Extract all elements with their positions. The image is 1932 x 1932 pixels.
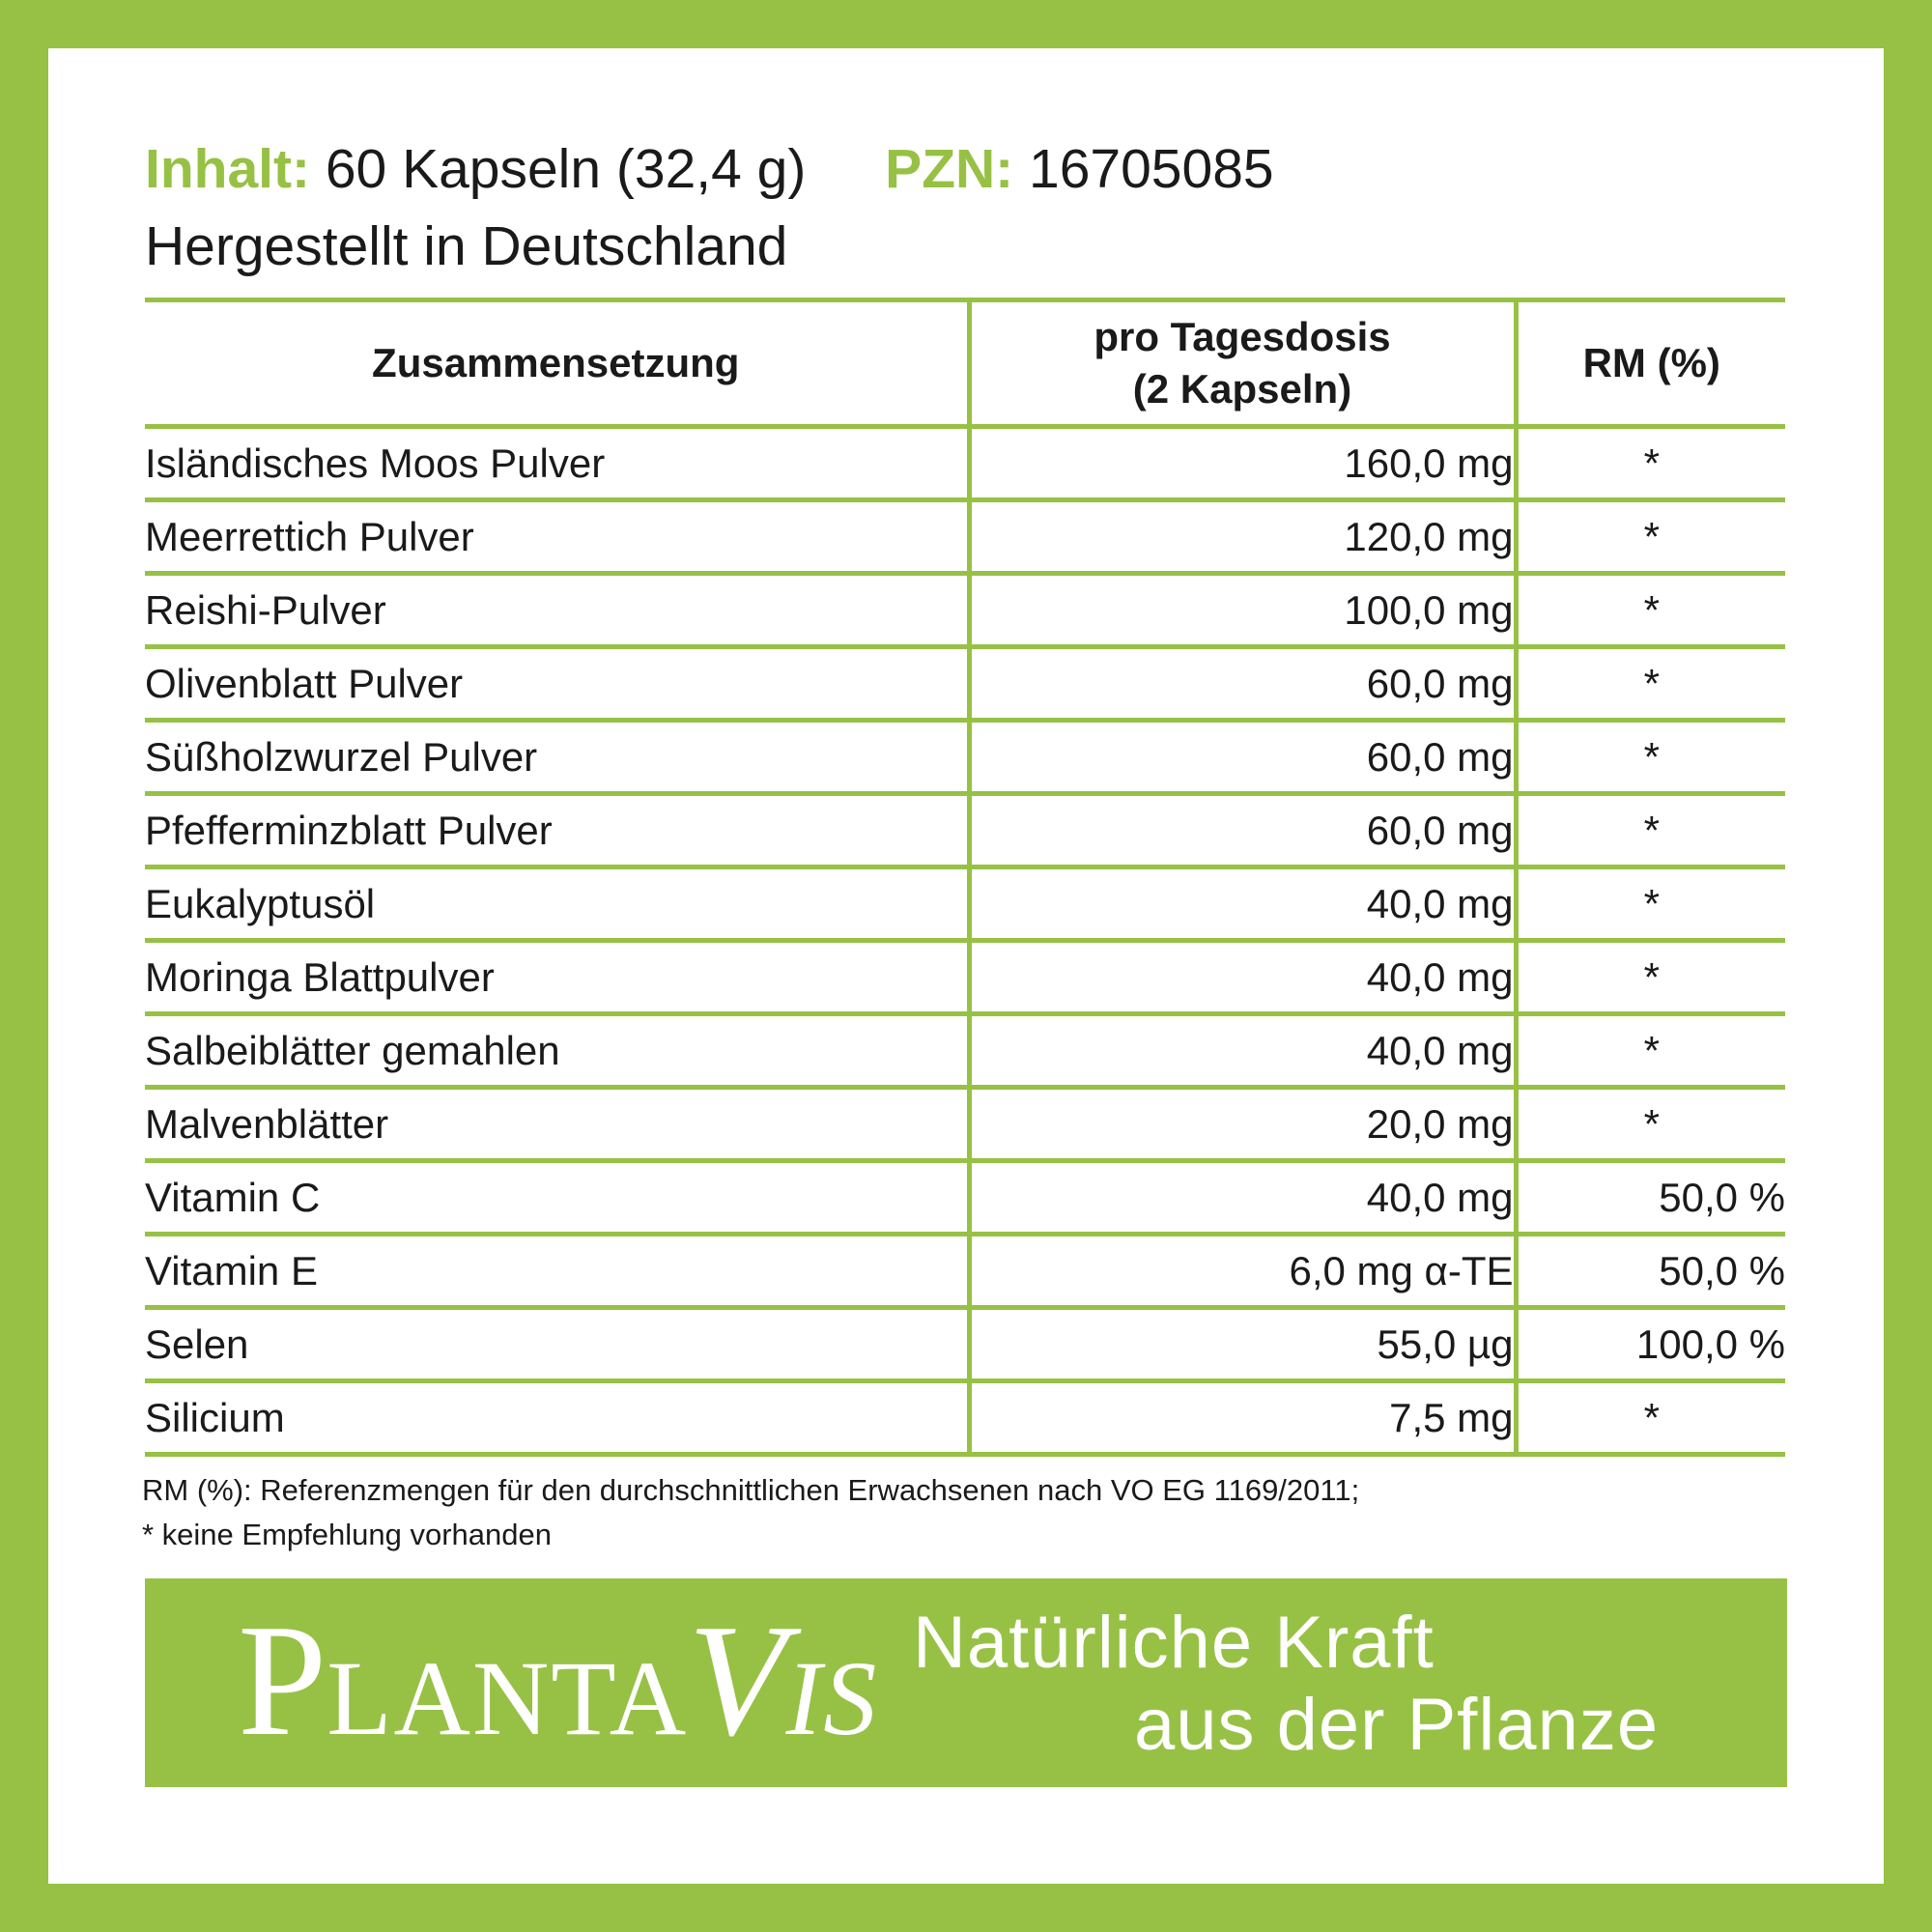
inhalt-label: Inhalt: [145, 138, 310, 200]
ingredient-amount: 60,0 mg [969, 647, 1516, 721]
ingredient-name: Silicium [145, 1381, 969, 1455]
col-header-rm: RM (%) [1516, 300, 1785, 427]
table-row [145, 941, 1785, 1014]
table-row [145, 867, 1785, 941]
ingredient-amount: 120,0 mg [969, 500, 1516, 574]
ingredient-amount: 7,5 mg [969, 1381, 1516, 1455]
ingredient-rm: * [1516, 721, 1785, 794]
ingredient-name: Selen [145, 1308, 969, 1381]
composition-table [145, 298, 1785, 1457]
ingredient-amount: 40,0 mg [969, 1014, 1516, 1088]
col-header-composition: Zusammensetzung [145, 300, 969, 427]
ingredient-amount: 55,0 µg [969, 1308, 1516, 1381]
ingredient-amount: 60,0 mg [969, 721, 1516, 794]
table-row [145, 721, 1785, 794]
pzn-value: 16705085 [1029, 138, 1274, 200]
col-header-dose [969, 300, 1516, 427]
table-row [145, 1088, 1785, 1161]
table-header-row [145, 300, 1785, 427]
ingredient-name: Olivenblatt Pulver [145, 647, 969, 721]
table-row [145, 1308, 1785, 1381]
ingredient-rm: * [1516, 647, 1785, 721]
ingredient-name: Malvenblätter [145, 1088, 969, 1161]
table-row [145, 794, 1785, 867]
ingredient-name: Salbeiblätter gemahlen [145, 1014, 969, 1088]
table-row [145, 500, 1785, 574]
ingredient-rm: * [1516, 574, 1785, 647]
col-header-dose-line1: pro Tagesdosis [1094, 314, 1391, 359]
ingredient-rm: * [1516, 1088, 1785, 1161]
plantavis-logo: PLANTAVIS [238, 1591, 879, 1769]
ingredient-amount: 20,0 mg [969, 1088, 1516, 1161]
ingredient-rm: 50,0 % [1516, 1235, 1785, 1308]
ingredient-amount: 40,0 mg [969, 1161, 1516, 1235]
table-row [145, 427, 1785, 500]
table-row [145, 1014, 1785, 1088]
table-row [145, 647, 1785, 721]
ingredient-rm: 50,0 % [1516, 1161, 1785, 1235]
ingredient-amount: 100,0 mg [969, 574, 1516, 647]
ingredient-rm: 100,0 % [1516, 1308, 1785, 1381]
brand-banner [145, 1578, 1787, 1787]
inhalt-value: 60 Kapseln (32,4 g) [325, 138, 807, 200]
ingredient-amount: 6,0 mg α-TE [969, 1235, 1516, 1308]
table-row [145, 574, 1785, 647]
footnote [142, 1468, 1359, 1557]
ingredient-amount: 60,0 mg [969, 794, 1516, 867]
ingredient-name: Süßholzwurzel Pulver [145, 721, 969, 794]
ingredient-rm: * [1516, 867, 1785, 941]
footnote-line2: * keine Empfehlung vorhanden [142, 1518, 552, 1551]
origin-text: Hergestellt in Deutschland [145, 215, 788, 277]
table-row [145, 1381, 1785, 1455]
product-header [145, 130, 1274, 285]
ingredient-rm: * [1516, 1381, 1785, 1455]
ingredient-name: Vitamin C [145, 1161, 969, 1235]
ingredient-rm: * [1516, 794, 1785, 867]
ingredient-amount: 40,0 mg [969, 867, 1516, 941]
ingredient-name: Pfefferminzblatt Pulver [145, 794, 969, 867]
table-row [145, 1161, 1785, 1235]
label-card [48, 48, 1884, 1884]
ingredient-name: Meerrettich Pulver [145, 500, 969, 574]
ingredient-rm: * [1516, 941, 1785, 1014]
table-row [145, 1235, 1785, 1308]
ingredient-name: Reishi-Pulver [145, 574, 969, 647]
footnote-line1: RM (%): Referenzmengen für den durchschnittlichen Erwachsenen nach VO EG 1169/2011; [142, 1473, 1360, 1507]
ingredient-name: Isländisches Moos Pulver [145, 427, 969, 500]
ingredient-name: Eukalyptusöl [145, 867, 969, 941]
ingredient-rm: * [1516, 500, 1785, 574]
ingredient-amount: 40,0 mg [969, 941, 1516, 1014]
slogan-line1: Natürliche Kraft [913, 1602, 1435, 1684]
ingredient-name: Moringa Blattpulver [145, 941, 969, 1014]
ingredient-name: Vitamin E [145, 1235, 969, 1308]
ingredient-rm: * [1516, 427, 1785, 500]
slogan-line2: aus der Pflanze [1134, 1684, 1660, 1766]
ingredient-rm: * [1516, 1014, 1785, 1088]
pzn-label: PZN: [885, 138, 1014, 200]
ingredient-amount: 160,0 mg [969, 427, 1516, 500]
content-line [145, 130, 1274, 208]
col-header-dose-line2: (2 Kapseln) [1132, 366, 1352, 412]
